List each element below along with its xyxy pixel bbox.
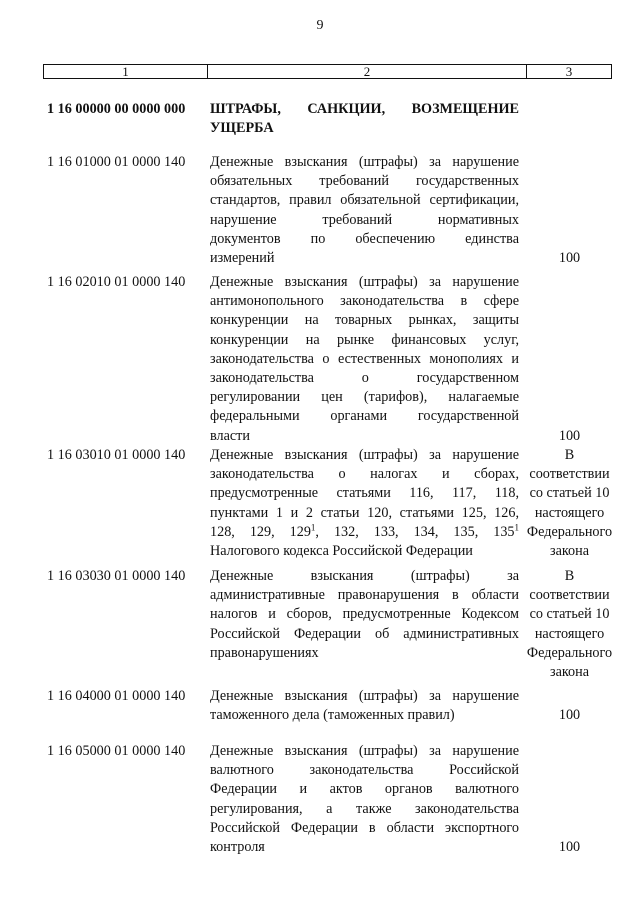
description-line: Денежные взыскания (штрафы) за нарушение bbox=[210, 447, 519, 463]
description-line: ШТРАФЫ, САНКЦИИ, ВОЗМЕЩЕНИЕ bbox=[210, 101, 519, 117]
description-line: таможенного дела (таможенных правил) bbox=[210, 707, 455, 724]
description-line: Российской Федерации в области экспортного bbox=[210, 819, 519, 836]
budget-code: 1 16 05000 01 0000 140 bbox=[47, 743, 186, 759]
description-line: административные правонарушения в области bbox=[210, 587, 519, 604]
column-header-row bbox=[43, 64, 612, 79]
description-line: законодательства о государственном bbox=[210, 369, 519, 386]
budget-code: 1 16 04000 01 0000 140 bbox=[47, 688, 186, 704]
standard-rate bbox=[523, 567, 616, 682]
description-line: Налогового кодекса Российской Федерации bbox=[210, 542, 473, 559]
income-description bbox=[210, 687, 519, 725]
rate-line: 100 bbox=[558, 250, 581, 266]
budget-code: 1 16 03010 01 0000 140 bbox=[47, 447, 186, 463]
description-line: валютного законодательства Российской bbox=[210, 762, 519, 779]
description-line: федеральными органами государственной bbox=[210, 408, 519, 425]
rate-line: настоящего bbox=[534, 625, 605, 642]
budget-code: 1 16 00000 00 0000 000 bbox=[47, 101, 186, 117]
rate-line: В bbox=[564, 447, 575, 463]
description-line: налогов и сборов, предусмотренные Кодексом bbox=[210, 606, 519, 623]
budget-code: 1 16 01000 01 0000 140 bbox=[47, 154, 186, 170]
description-line: Денежные взыскания (штрафы) за нарушение bbox=[210, 154, 519, 170]
description-line: Денежные взыскания (штрафы) за нарушение bbox=[210, 688, 519, 704]
description-line: законодательства о налогах и сборах, bbox=[210, 466, 519, 483]
description-line: законодательства о естественных монополиях и bbox=[210, 350, 519, 367]
description-line: власти bbox=[210, 427, 250, 444]
standard-rate bbox=[523, 838, 616, 857]
standard-rate bbox=[523, 446, 616, 561]
description-line: Денежные взыскания (штрафы) за нарушение bbox=[210, 743, 519, 759]
description-line: Российской Федерации об административных bbox=[210, 625, 519, 642]
rate-line: соответствии bbox=[529, 587, 610, 604]
rate-line: Федерального bbox=[526, 644, 613, 661]
rate-line: В bbox=[564, 568, 575, 584]
rate-line: Федерального bbox=[526, 523, 613, 540]
column-header-1: 1 bbox=[44, 65, 208, 78]
description-line: нарушение требований нормативных bbox=[210, 211, 519, 228]
standard-rate bbox=[523, 427, 616, 446]
rate-line: закона bbox=[549, 542, 590, 559]
description-line: измерений bbox=[210, 249, 275, 266]
column-header-3: 3 bbox=[565, 64, 573, 79]
description-line: конкуренции на товарных рынках, защиты bbox=[210, 312, 519, 329]
description-line: Федерации и актов органов валютного bbox=[210, 781, 519, 798]
rate-line: 100 bbox=[558, 707, 581, 724]
standard-rate bbox=[523, 706, 616, 725]
description-line: предусмотренные статьями 116, 117, 118, bbox=[210, 485, 519, 502]
description-line: Денежные взыскания (штрафы) за нарушение bbox=[210, 274, 519, 290]
description-line: регулировании цен (тарифов), налагаемые bbox=[210, 389, 519, 406]
rate-line: 100 bbox=[558, 839, 581, 855]
rate-line: со статьей 10 bbox=[529, 485, 610, 502]
description-line: УЩЕРБА bbox=[210, 120, 274, 137]
rate-line: закона bbox=[549, 663, 590, 680]
budget-code: 1 16 03030 01 0000 140 bbox=[47, 568, 186, 584]
description-line: контроля bbox=[210, 838, 265, 855]
income-description bbox=[210, 273, 519, 446]
description-line: пунктами 1 и 2 статьи 120, статьями 125, 126, bbox=[210, 504, 519, 521]
income-description bbox=[210, 742, 519, 857]
description-line: документов по обеспечению единства bbox=[210, 230, 519, 247]
description-line: Денежные взыскания (штрафы) за bbox=[210, 568, 519, 584]
income-description bbox=[210, 100, 519, 138]
description-line: регулирования, а также законодательства bbox=[210, 800, 519, 817]
rate-line: 100 bbox=[558, 427, 581, 444]
description-line: обязательных требований государственных bbox=[210, 173, 519, 190]
budget-code: 1 16 02010 01 0000 140 bbox=[47, 274, 186, 290]
rate-line: настоящего bbox=[534, 504, 605, 521]
description-line: стандартов, правил обязательной сертификации, bbox=[210, 192, 519, 209]
rate-line: соответствии bbox=[529, 466, 610, 483]
income-description bbox=[210, 153, 519, 268]
description-line: антимонопольного законодательства в сфере bbox=[210, 293, 519, 310]
income-description bbox=[210, 567, 519, 663]
income-description bbox=[210, 446, 519, 561]
rate-line: со статьей 10 bbox=[529, 606, 610, 623]
column-header-2: 2 bbox=[208, 65, 527, 78]
description-line: конкуренции на рынке финансовых услуг, bbox=[210, 331, 519, 348]
description-line: 128, 129, $129^1$, 132, 133, 134, 135, $135^1$ bbox=[210, 522, 520, 540]
standard-rate bbox=[523, 249, 616, 268]
page-number: 9 bbox=[316, 18, 324, 33]
description-line: правонарушениях bbox=[210, 644, 319, 661]
